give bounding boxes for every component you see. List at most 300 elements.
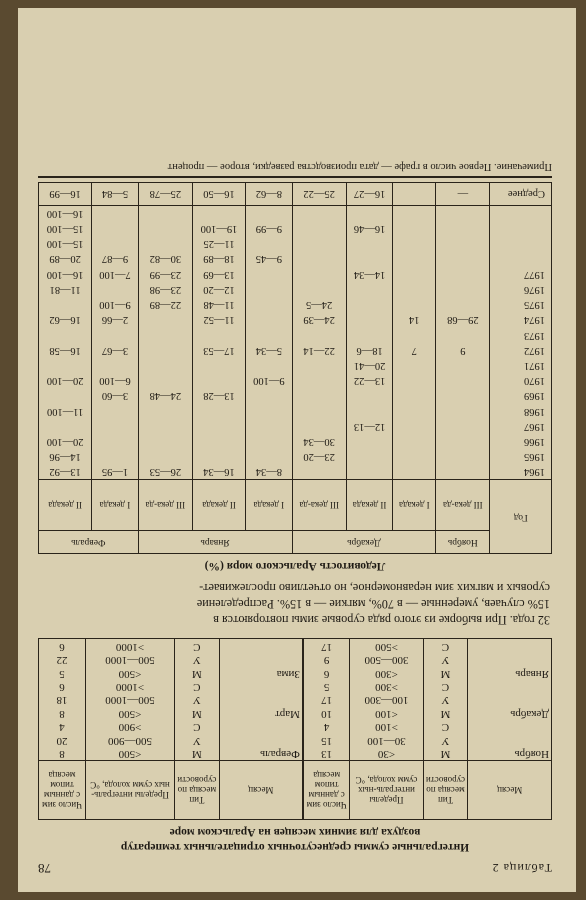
year-cell: 1976 [490,282,552,297]
year-cell [490,236,552,251]
ice-cell [246,388,292,403]
table2-row [39,419,552,434]
page-number: 78 [38,861,51,876]
ice-cell [192,419,245,434]
table2-row [39,282,552,297]
ice-cell [246,297,292,312]
year-cell: 1967 [490,419,552,434]
ice-cell: 9—45 [246,251,292,266]
ice-cell [246,282,292,297]
ice-cell [393,236,436,251]
table1-cell [468,653,552,666]
th-limits: Пределы интеграль-ных сумм холода, °С [86,761,175,820]
ice-cell [393,373,436,388]
table1-cell: >900 [86,720,175,733]
ice-cell [246,312,292,327]
ice-cell: 12—13 [346,419,393,434]
th-decade: II декада [192,480,245,531]
ice-cell [92,403,138,418]
ice-cell: 6—100 [92,373,138,388]
ice-cell [436,327,490,342]
ice-cell [292,327,346,342]
ice-cell: 3—60 [92,388,138,403]
table1-cell: 5 [303,680,350,693]
th-month: Месяц [468,761,552,820]
table1-cell: Ноябрь [468,747,552,761]
table1-cell: 500—1000 [86,653,175,666]
ice-cell [92,205,138,221]
year-cell: 1966 [490,434,552,449]
ice-cell [436,449,490,464]
ice-cell [292,267,346,282]
table1-cell: С [174,720,219,733]
ice-cell: 24—39 [292,312,346,327]
table1-cell: У [174,693,219,706]
ice-cell [346,449,393,464]
ice-cell: 8—34 [246,464,292,480]
ice-cell [292,403,346,418]
table1-cell: <500 [86,747,175,761]
table2-row [39,205,552,221]
ice-cell [138,312,192,327]
ice-cell [436,373,490,388]
table1-cell: >100 [350,720,423,733]
ice-cell [393,267,436,282]
table1-cell: Январь [468,666,552,679]
table1-cell [219,733,303,746]
year-cell: 1977 [490,267,552,282]
table2-row [39,343,552,358]
ice-cell: 20—100 [39,373,92,388]
ice-cell [393,434,436,449]
table1-cell: >1000 [86,680,175,693]
table1-cell: 8 [39,706,86,719]
table2-row [39,267,552,282]
ice-cell: 20—100 [39,434,92,449]
ice-cell: 16—46 [346,221,393,236]
year-cell: 1973 [490,327,552,342]
average-cell: 25—78 [138,182,192,205]
table1-cell: 30—100 [350,733,423,746]
ice-cell: 9—87 [92,251,138,266]
table1-cell [219,693,303,706]
ice-cell [39,358,92,373]
ice-cell [292,205,346,221]
ice-cell: 20—41 [346,358,393,373]
ice-cell [393,251,436,266]
table2-row [39,373,552,388]
ice-cell [393,358,436,373]
table2-title: Ледовитость Аральского моря (%) [204,560,386,573]
table1-cell: 6 [39,639,86,653]
table2-row [39,464,552,480]
th-count: Число зим с данным типом месяца [39,761,86,820]
th-limits: Пределы интеграль-ных сумм холода, °С [350,761,423,820]
th-decade: III дека-да [436,480,490,531]
ice-cell [138,373,192,388]
paragraph-line: 15% случаев, умеренные — в 70%, мягкие — в 15%. Распределение [196,597,550,612]
table2-body [39,182,552,480]
ice-cell: 7—100 [92,267,138,282]
ice-cell: 13—92 [39,464,92,480]
table1-cell: 8 [39,747,86,761]
ice-cell [393,282,436,297]
th-count: Число зим с данным типом месяца [303,761,350,820]
table1-row [39,720,552,733]
ice-cell [436,267,490,282]
th-group-november: Ноябрь [436,531,490,554]
ice-cell: 24—5 [292,297,346,312]
table1-header-row [39,761,552,820]
average-cell: — [436,182,490,205]
ice-cell [92,221,138,236]
ice-cell [92,449,138,464]
table2-row [39,388,552,403]
ice-cell: 16—100 [39,267,92,282]
table1-row [39,680,552,693]
ice-cell [346,297,393,312]
table1-cell [468,680,552,693]
cold-sums-table [38,638,552,820]
ice-cell [393,297,436,312]
ice-cell: 11—81 [39,282,92,297]
table1-cell: С [423,639,468,653]
year-cell: 1972 [490,343,552,358]
ice-cell [39,297,92,312]
table1-cell: Февраль [219,747,303,761]
ice-cell [346,434,393,449]
ice-cell: 11—100 [39,403,92,418]
table1-cell: <100 [350,706,423,719]
ice-cell [138,236,192,251]
year-cell: 1970 [490,373,552,388]
table2-row [39,312,552,327]
table1-cell: 500—1000 [86,693,175,706]
ice-cell [39,388,92,403]
table1-cell [468,639,552,653]
table1-cell: 6 [39,680,86,693]
th-decade: III дека-да [138,480,192,531]
ice-cell: 9 [436,343,490,358]
ice-cell: 12—20 [192,282,245,297]
table1-cell: У [174,733,219,746]
ice-cell [138,205,192,221]
th-decade: I декада [246,480,292,531]
table1-cell: С [423,680,468,693]
table2-row [39,403,552,418]
ice-cell: 18—89 [192,251,245,266]
ice-cell [192,327,245,342]
ice-cell [292,388,346,403]
average-cell: 8—62 [246,182,292,205]
ice-cell [393,327,436,342]
table1-cell: 300—500 [350,653,423,666]
th-month: Месяц [219,761,303,820]
table1-cell: Март [219,706,303,719]
ice-cell [138,403,192,418]
ice-cell [393,403,436,418]
ice-cell [138,327,192,342]
th-decade: II декада [39,480,92,531]
table1-cell: 17 [303,693,350,706]
table1-cell: 100—300 [350,693,423,706]
ice-cell [292,373,346,388]
table1-cell: 4 [303,720,350,733]
table1-cell: <500 [86,706,175,719]
ice-cell [246,267,292,282]
th-decade: I декада [393,480,436,531]
ice-cell [292,358,346,373]
table1-cell: У [423,733,468,746]
table1-title-line: Интегральные суммы среднесуточных отрицательных температур [120,841,470,853]
table-note: Примечание. Первое число в графе — дата производства разведки, второе — процент [38,160,552,178]
table2-average-row [39,182,552,205]
ice-cell: 16—62 [39,312,92,327]
ice-cell [138,419,192,434]
table1-cell: >1000 [86,639,175,653]
ice-cell [436,251,490,266]
ice-cell: 14 [393,312,436,327]
table1-cell: М [174,747,219,761]
ice-cell [436,282,490,297]
table2-row [39,358,552,373]
ice-cell: 2—66 [92,312,138,327]
th-type: Тип месяца по суровости [423,761,468,820]
ice-cell [346,251,393,266]
ice-cell: 22—14 [292,343,346,358]
ice-cell: 14—96 [39,449,92,464]
table1-cell: <500 [86,666,175,679]
ice-cell: 11—52 [192,312,245,327]
ice-cell [92,434,138,449]
ice-cell [292,419,346,434]
table1-cell: Зима [219,666,303,679]
table2-row [39,434,552,449]
table1-cell: 18 [39,693,86,706]
th-group-january: Январь [138,531,292,554]
book-page [18,8,576,892]
ice-cell [292,282,346,297]
th-decade: III дека-да [292,480,346,531]
table1-cell: М [423,666,468,679]
year-cell: 1968 [490,403,552,418]
ice-cell [246,419,292,434]
average-cell: 16—99 [39,182,92,205]
ice-cell [192,373,245,388]
table1-cell: 6 [303,666,350,679]
page-header [38,860,552,876]
ice-cell [292,464,346,480]
average-cell: 5—84 [92,182,138,205]
ice-cell [138,343,192,358]
ice-cell: 9—100 [246,373,292,388]
ice-cell [192,449,245,464]
table1-row [39,666,552,679]
ice-cell [393,449,436,464]
ice-cell: 1—95 [92,464,138,480]
ice-cell [436,221,490,236]
ice-cell [138,449,192,464]
th-type: Тип месяца по суровости [174,761,219,820]
ice-cell [346,327,393,342]
year-cell: 1965 [490,449,552,464]
ice-cell [346,282,393,297]
table1-cell: 10 [303,706,350,719]
ice-cell: 11—25 [192,236,245,251]
ice-cell [393,388,436,403]
table1-cell: <30 [350,747,423,761]
ice-cell [92,358,138,373]
ice-cell [346,205,393,221]
ice-cell [246,327,292,342]
ice-cell [436,403,490,418]
table2-row [39,449,552,464]
ice-cell: 5—34 [246,343,292,358]
ice-cell: 23—99 [138,267,192,282]
table2-group-row [39,531,552,554]
th-group-december: Декабрь [292,531,436,554]
ice-cell: 16—58 [39,343,92,358]
ice-cell: 19—100 [192,221,245,236]
year-cell [490,205,552,221]
ice-cell [192,205,245,221]
ice-cell [192,403,245,418]
th-year: Год [490,480,552,554]
table1-cell: М [174,706,219,719]
ice-cell: 14—34 [346,267,393,282]
ice-cell [246,358,292,373]
year-cell [490,221,552,236]
table1-cell [219,720,303,733]
table2-row [39,297,552,312]
ice-cell [436,419,490,434]
ice-cell [92,236,138,251]
ice-cell [92,327,138,342]
year-cell: 1964 [490,464,552,480]
ice-cell: 30—34 [292,434,346,449]
ice-cell: 30—82 [138,251,192,266]
ice-cell: 3—67 [92,343,138,358]
paragraph-line: суровых и мягких зим неравномерное, но отчетливо прослеживает- [199,581,550,596]
table1-row [39,747,552,761]
ice-cell [192,358,245,373]
ice-cell: 13—22 [346,373,393,388]
table1-cell: 5 [39,666,86,679]
table1-cell: >300 [350,680,423,693]
table1-cell: 500—900 [86,733,175,746]
table1-cell [219,639,303,653]
table2-row [39,251,552,266]
ice-cell [138,358,192,373]
table-label: Таблица 2 [491,861,552,875]
ice-cell: 22—89 [138,297,192,312]
ice-cell [39,419,92,434]
ice-cell: 13—28 [192,388,245,403]
ice-cell: 15—100 [39,221,92,236]
body-paragraph [40,580,550,628]
ice-cell: 9—99 [246,221,292,236]
year-cell: 1969 [490,388,552,403]
ice-cell: 18—6 [346,343,393,358]
table1-body [39,639,552,761]
ice-cell [436,297,490,312]
year-cell: 1974 [490,312,552,327]
table2-row [39,236,552,251]
ice-cell [393,221,436,236]
year-cell: 1971 [490,358,552,373]
table1-cell: 20 [39,733,86,746]
ice-cell: 15—100 [39,236,92,251]
table2-row [39,327,552,342]
table1-cell [468,720,552,733]
ice-cell: 29—68 [436,312,490,327]
table1-cell [219,653,303,666]
average-cell [393,182,436,205]
table1-cell: 13 [303,747,350,761]
ice-cell [246,236,292,251]
table1-cell: У [174,653,219,666]
ice-cell [292,251,346,266]
table1-cell: 4 [39,720,86,733]
table1-cell: <300 [350,666,423,679]
ice-cell: 7 [393,343,436,358]
table1-cell: 22 [39,653,86,666]
table2-subheader-row [39,480,552,531]
year-cell [490,251,552,266]
ice-cell [92,282,138,297]
table1-cell: 15 [303,733,350,746]
table1-row [39,639,552,653]
table1-cell: М [174,666,219,679]
ice-cell [246,434,292,449]
table1-cell: У [423,693,468,706]
ice-cell: 20—89 [39,251,92,266]
ice-cell [436,434,490,449]
th-group-february: Февраль [39,531,139,554]
ice-cell [436,464,490,480]
ice-cell: 13—69 [192,267,245,282]
ice-cell: 24—48 [138,388,192,403]
ice-cover-table [38,182,552,555]
ice-cell: 11—48 [192,297,245,312]
year-cell: 1975 [490,297,552,312]
table1-row [39,693,552,706]
th-decade: I декада [92,480,138,531]
table1-cell: 9 [303,653,350,666]
table1-cell: С [174,680,219,693]
ice-cell [346,388,393,403]
table1-title-line: воздуха для зимних месяцев на Аральском море [169,826,421,838]
table1-cell: 17 [303,639,350,653]
table1-cell: С [423,720,468,733]
ice-cell: 17—53 [192,343,245,358]
ice-cell: 26—53 [138,464,192,480]
table1-cell [219,680,303,693]
ice-cell: 9—100 [92,297,138,312]
ice-cell [39,327,92,342]
table1-cell: Декабрь [468,706,552,719]
table1-row [39,653,552,666]
table1-cell: >500 [350,639,423,653]
ice-cell [192,434,245,449]
ice-cell [92,419,138,434]
ice-cell: 23—20 [292,449,346,464]
ice-cell: 16—100 [39,205,92,221]
average-cell: 25—22 [292,182,346,205]
ice-cell [246,449,292,464]
average-cell: 16—50 [192,182,245,205]
ice-cell [393,205,436,221]
